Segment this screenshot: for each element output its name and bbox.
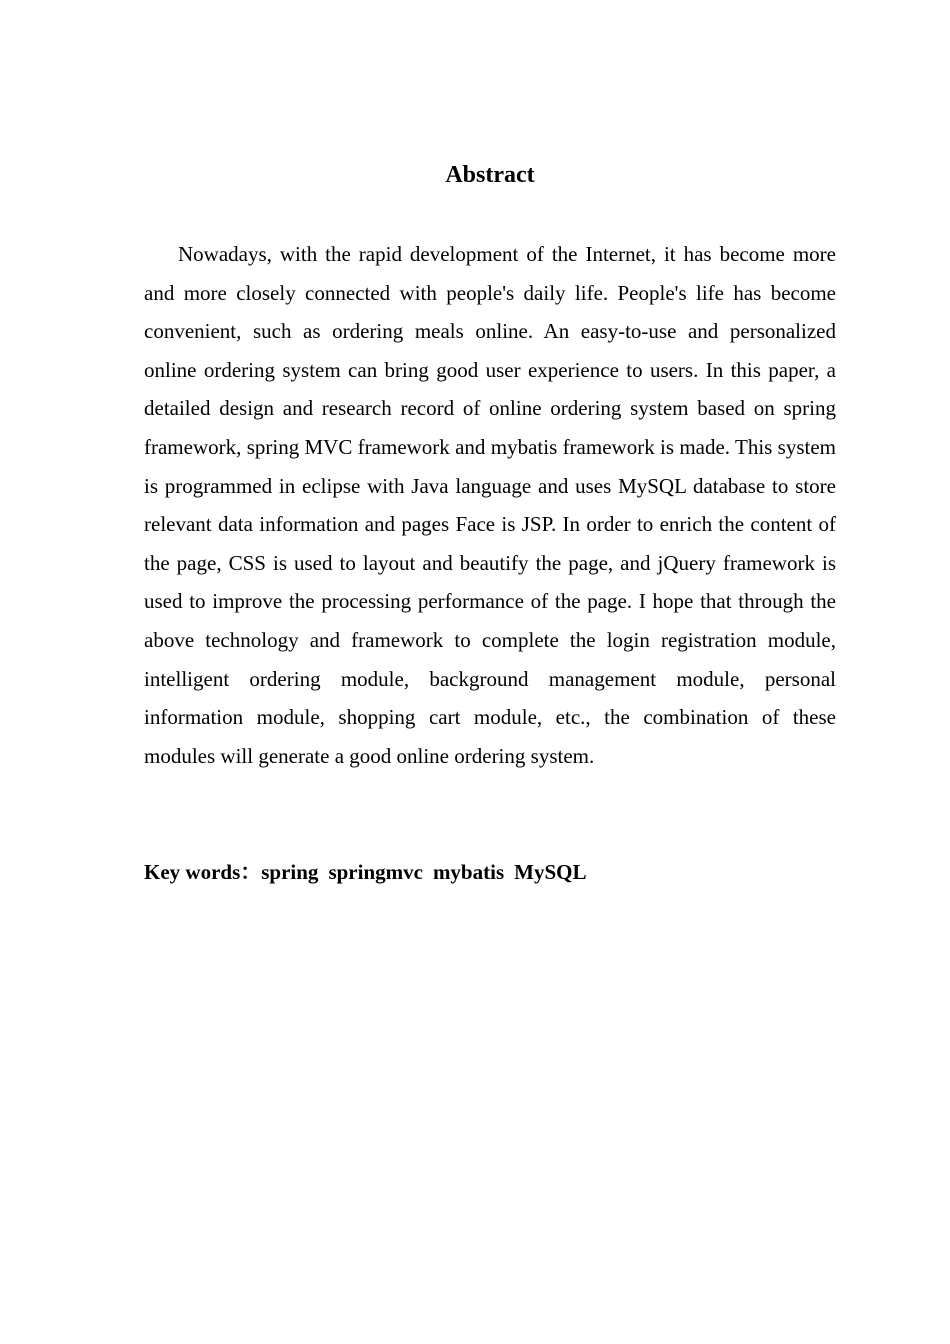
keyword-mybatis: mybatis (432, 860, 505, 884)
abstract-title: Abstract (445, 162, 535, 188)
keywords-line (144, 855, 836, 889)
abstract-body: Nowadays, with the rapid development of the Internet, it has become more and more closely connected with people's daily life. People's life has become convenient, such as ordering meals online. An easy-to-use and personalized online ordering system can bring good user experience to users. In this paper, a detailed design and research record of online ordering system based on spring framework, spring MVC framework and mybatis framework is made. This system is programmed in eclipse with Java language and uses MySQL database to store relevant data information and pages Face is JSP. In order to enrich the content of the page, CSS is used to layout and beautify the page, and jQuery framework is used to improve the processing performance of the page. I hope that through the above technology and framework to complete the login registration module, intelligent ordering module, background management module, personal information module, shopping cart module, etc., the combination of these modules will generate a good online ordering system. (144, 242, 836, 768)
keyword-spring: spring (261, 860, 319, 884)
keyword-mysql: MySQL (514, 860, 587, 884)
keyword-springmvc: springmvc (328, 860, 423, 884)
keywords-label: Key words： (144, 860, 262, 884)
